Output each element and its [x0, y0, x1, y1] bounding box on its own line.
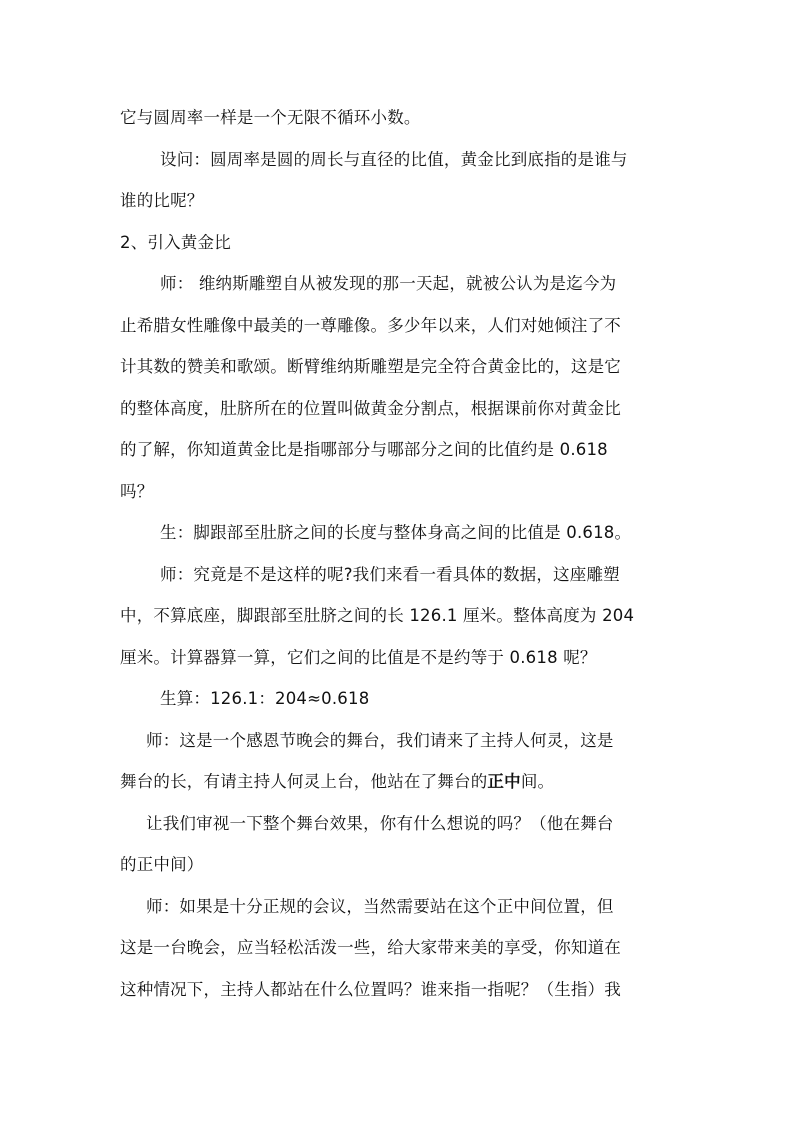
paragraph-line: 的了解，你知道黄金比是指哪部分与哪部分之间的比值约是 0.618	[120, 440, 608, 459]
paragraph-line: 让我们审视一下整个舞台效果，你有什么想说的吗？（他在舞台	[146, 814, 614, 833]
paragraph-line: 中，不算底座，脚跟部至肚脐之间的长 126.1 厘米。整体高度为 204	[120, 606, 635, 625]
paragraph-line: 设问：圆周率是圆的周长与直径的比值，黄金比到底指的是谁与	[160, 150, 628, 169]
paragraph-line: 计其数的赞美和歌颂。断臂维纳斯雕塑是完全符合黄金比的，这是它	[120, 357, 621, 376]
paragraph-line: 厘米。计算器算一算，它们之间的比值是不是约等于 0.618 呢？	[120, 648, 597, 667]
paragraph-line: 师： 维纳斯雕塑自从被发现的那一天起，就被公认为是迄今为	[160, 274, 617, 293]
paragraph-line: 吗？	[120, 482, 154, 501]
line-text: 舞台的长，有请主持人何灵上台，他站在了舞台的	[120, 772, 488, 791]
paragraph-line: 的整体高度，肚脐所在的位置叫做黄金分割点，根据课前你对黄金比	[120, 399, 621, 418]
paragraph-line: 的正中间）	[120, 855, 204, 874]
line-text: 间。	[520, 772, 555, 791]
paragraph-line	[120, 772, 554, 792]
section-heading: 2、引入黄金比	[120, 233, 231, 252]
paragraph-line: 师：究竟是不是这样的呢?我们来看一看具体的数据，这座雕塑	[160, 565, 620, 584]
paragraph-line: 生：脚跟部至肚脐之间的长度与整体身高之间的比值是 0.618。	[160, 523, 632, 542]
paragraph-line: 谁的比呢？	[120, 191, 204, 210]
paragraph-line: 止希腊女性雕像中最美的一尊雕像。多少年以来，人们对她倾注了不	[120, 316, 621, 335]
paragraph-line: 这是一台晚会，应当轻松活泼一些，给大家带来美的享受，你知道在	[120, 938, 621, 957]
paragraph-line: 师：如果是十分正规的会议，当然需要站在这个正中间位置，但	[146, 897, 614, 916]
bold-emphasis: 正中	[487, 772, 521, 791]
paragraph-line: 师：这是一个感恩节晚会的舞台，我们请来了主持人何灵，这是	[146, 731, 614, 750]
paragraph-line: 它与圆周率一样是一个无限不循环小数。	[120, 108, 421, 127]
paragraph-line: 生算：126.1：204≈0.618	[160, 689, 370, 708]
paragraph-line: 这种情况下，主持人都站在什么位置吗？谁来指一指呢？（生指）我	[120, 980, 621, 999]
